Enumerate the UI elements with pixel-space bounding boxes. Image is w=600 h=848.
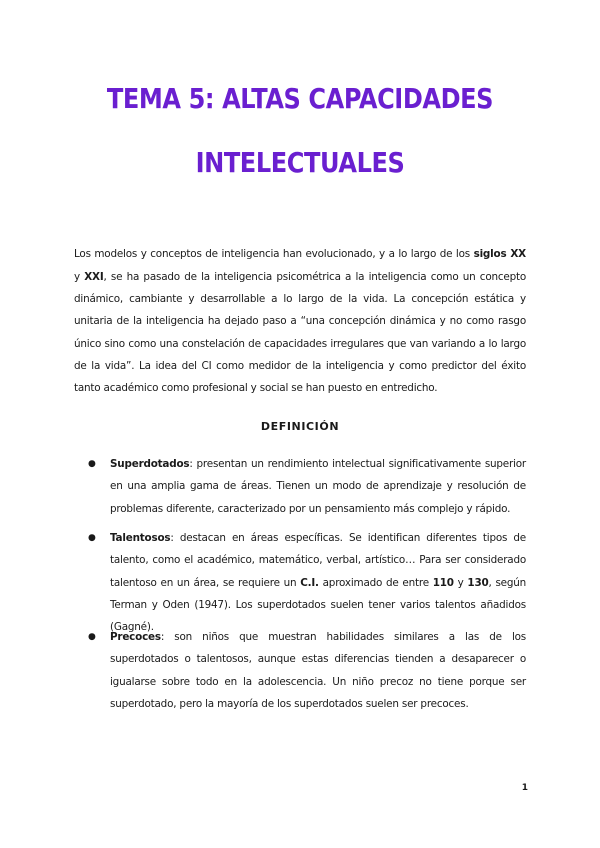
text-talentosos-1: : destacan en áreas específicas. Se identifican diferentes tipos de talento, como el académico, matemático, verbal, artístico… Para ser considerado talentoso en un área, se requiere un — [110, 532, 526, 589]
page-number: 1 — [521, 783, 528, 793]
term-precoces: Precoces — [110, 631, 161, 643]
intro-paragraph — [74, 243, 526, 399]
intro-text-1: Los modelos y conceptos de inteligencia han evolucionado, y a lo largo de los — [74, 248, 474, 261]
text-talentosos-3: y — [453, 576, 468, 589]
intro-bold-xxi: XXI — [84, 270, 104, 283]
term-talentosos: Talentosos — [110, 532, 171, 544]
bullet-icon: ● — [88, 632, 96, 642]
intro-bold-siglos: siglos XX — [473, 248, 526, 261]
text-superdotados: : presentan un rendimiento intelectual significativamente superior en una amplia gama de áreas. Tienen un modo de aprendizaje y resolución de problemas diferente, caracterizado por un pensamiento más complejo y rápido. — [110, 458, 526, 515]
definition-heading: DEFINICIÓN — [260, 420, 340, 433]
intro-text-2: y — [74, 270, 85, 283]
bullet-icon: ● — [88, 459, 96, 469]
text-precoces: : son niños que muestran habilidades similares a las de los superdotados o talentosos, aunque estas diferencias tienden a desaparecer o igualarse sobre todo en la adolescencia. Un niño precoz no tiene porque ser superdotado, pero la mayoría de los superdotados suelen ser precoces. — [110, 631, 526, 710]
text-talentosos-4: , según Terman y Oden (1947). Los superdotados suelen tener varios talentos añadidos (Gagné). — [110, 576, 527, 634]
bold-ci: C.I. — [300, 576, 319, 589]
term-superdotados: Superdotados — [110, 458, 190, 470]
title-line-1: TEMA 5: ALTAS CAPACIDADES — [106, 82, 494, 115]
text-talentosos-2: aproximado de entre — [318, 576, 433, 589]
intro-text-3: , se ha pasado de la inteligencia psicométrica a la inteligencia como un concepto dinámico, cambiante y desarrollable a lo largo de la vida. La concepción estática y unitaria de la inteligencia ha dejado paso a “una concepción dinámica y no como rasgo único sino como una constelación de capacidades irregulares que van variando a lo largo de la vida”. La idea del CI como medidor de la inteligencia y como predictor del éxito tanto académico como profesional y social se han puesto en entredicho. — [74, 270, 526, 395]
bullet-icon: ● — [88, 533, 96, 543]
bold-130: 130 — [467, 576, 489, 589]
title-line-2: INTELECTUALES — [195, 146, 405, 179]
bold-110: 110 — [432, 576, 454, 589]
